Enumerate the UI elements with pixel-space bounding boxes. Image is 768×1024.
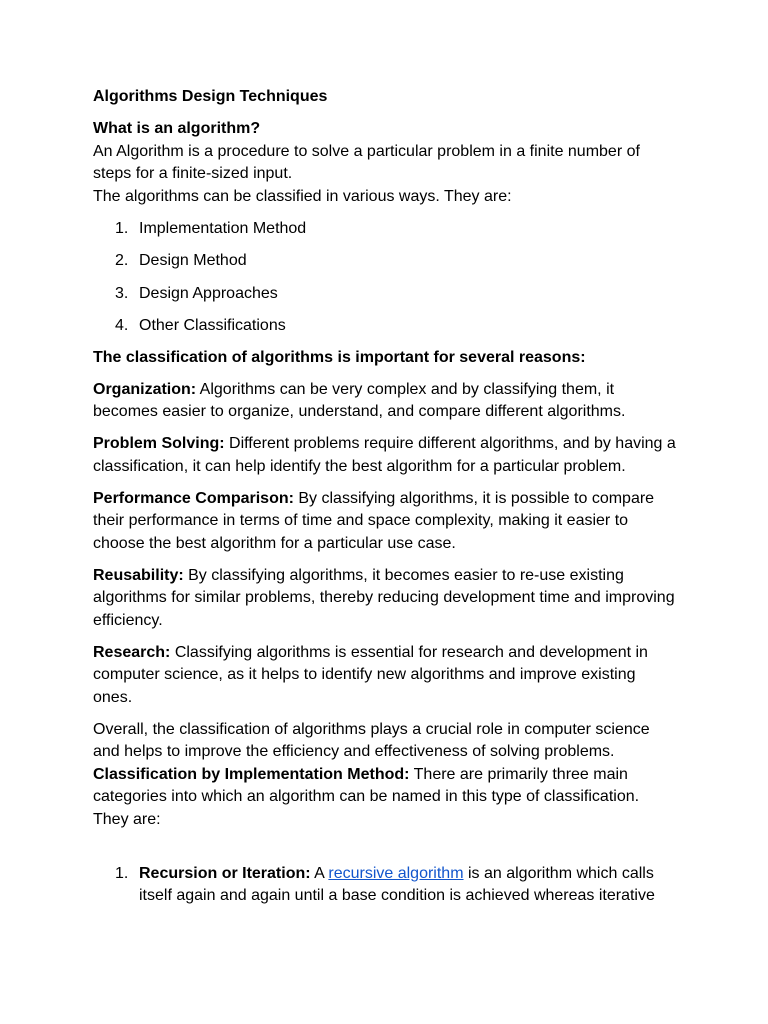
list-item: 1. Implementation Method — [115, 219, 307, 237]
definition-paragraph: An Algorithm is a procedure to solve a particular problem in a finite number of steps for a finite-sized input. — [93, 142, 640, 182]
reasons-heading: The classification of algorithms is important for several reasons: — [93, 348, 586, 366]
document-title: Algorithms Design Techniques — [93, 88, 328, 105]
classification-list — [93, 218, 678, 338]
list-item: 3. Design Approaches — [115, 284, 278, 302]
reason-paragraph: Problem Solving: Different problems require different algorithms, and by having a classification, it can help identify the best algorithm for a particular problem. — [93, 435, 676, 475]
implementation-paragraph: Classification by Implementation Method: There are primarily three main categories into which an algorithm can be named in this type of classification. They are: — [93, 765, 640, 828]
reason-paragraph: Organization: Algorithms can be very complex and by classifying them, it becomes easier to organize, understand, and compare different algorithms. — [93, 380, 626, 420]
spacer — [93, 841, 678, 863]
list-item: 2. Design Method — [115, 252, 247, 269]
what-heading: What is an algorithm? — [93, 120, 261, 137]
implementation-list — [93, 863, 678, 908]
reason-paragraph: Research: Classifying algorithms is essential for research and development in computer science, as it helps to identify new algorithms and improve existing ones. — [93, 643, 648, 706]
document-page — [93, 86, 678, 918]
list-item: 4. Other Classifications — [115, 317, 286, 334]
list-item: 1. Recursion or Iteration: A recursive algorithm is an algorithm which calls itself again and again until a base condition is achieved whereas iterative — [115, 864, 655, 904]
classification-intro: The algorithms can be classified in various ways. They are: — [93, 187, 512, 205]
reason-paragraph: Reusability: By classifying algorithms, it becomes easier to re-use existing algorithms for similar problems, thereby reducing development time and improving efficiency. — [93, 566, 675, 629]
overall-paragraph: Overall, the classification of algorithms plays a crucial role in computer science and helps to improve the efficiency and effectiveness of solving problems. — [93, 720, 650, 760]
recursive-algorithm-link[interactable]: recursive algorithm — [328, 864, 464, 882]
reason-paragraph: Performance Comparison: By classifying algorithms, it is possible to compare their performance in terms of time and space complexity, making it easier to choose the best algorithm for a particular use case. — [93, 489, 655, 552]
